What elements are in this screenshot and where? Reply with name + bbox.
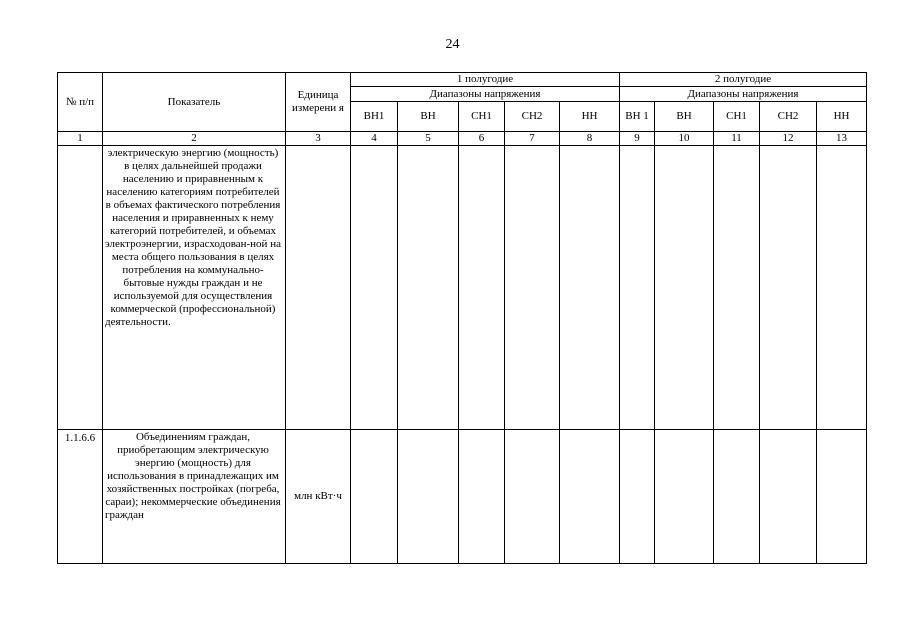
row-unit — [286, 146, 351, 430]
header-level: ВН — [655, 102, 714, 132]
value-cell — [505, 146, 560, 430]
column-number: 4 — [351, 132, 398, 146]
header-level: СН1 — [459, 102, 505, 132]
header-level: ВН 1 — [620, 102, 655, 132]
value-cell — [714, 430, 760, 564]
value-cell — [560, 430, 620, 564]
column-number: 3 — [286, 132, 351, 146]
table-row — [58, 430, 867, 564]
value-cell — [714, 146, 760, 430]
header-level: СН1 — [714, 102, 760, 132]
column-number: 8 — [560, 132, 620, 146]
value-cell — [620, 430, 655, 564]
value-cell — [620, 146, 655, 430]
row-indicator: Объединениям граждан, приобретающим электрическую энергию (мощность) для использования в принадлежащих им хозяйственных постройках (погреба, сараи); некоммерческие объединения граждан — [103, 430, 286, 564]
page-number: 24 — [445, 37, 460, 52]
column-number: 7 — [505, 132, 560, 146]
header-level: СН2 — [760, 102, 817, 132]
column-number: 5 — [398, 132, 459, 146]
column-number: 9 — [620, 132, 655, 146]
row-number — [58, 146, 103, 430]
column-number: 11 — [714, 132, 760, 146]
value-cell — [351, 430, 398, 564]
value-cell — [817, 146, 867, 430]
value-cell — [398, 430, 459, 564]
header-indicator: Показатель — [103, 73, 286, 132]
value-cell — [351, 146, 398, 430]
row-unit: млн кВт·ч — [286, 430, 351, 564]
header-half-2: 2 полугодие — [620, 73, 867, 87]
value-cell — [655, 146, 714, 430]
header-voltage-ranges-2: Диапазоны напряжения — [620, 87, 867, 102]
column-number: 1 — [58, 132, 103, 146]
header-level: СН2 — [505, 102, 560, 132]
value-cell — [760, 146, 817, 430]
value-cell — [655, 430, 714, 564]
data-table — [57, 72, 867, 564]
value-cell — [459, 430, 505, 564]
header-level: ВН — [398, 102, 459, 132]
table-row — [58, 146, 867, 430]
column-number: 12 — [760, 132, 817, 146]
header-level: НН — [560, 102, 620, 132]
column-number: 13 — [817, 132, 867, 146]
column-number: 2 — [103, 132, 286, 146]
header-number: № п/п — [58, 73, 103, 132]
value-cell — [505, 430, 560, 564]
header-half-1: 1 полугодие — [351, 73, 620, 87]
value-cell — [760, 430, 817, 564]
value-cell — [459, 146, 505, 430]
header-level: НН — [817, 102, 867, 132]
value-cell — [817, 430, 867, 564]
value-cell — [560, 146, 620, 430]
value-cell — [398, 146, 459, 430]
header-unit: Единица измерени я — [286, 73, 351, 132]
column-number: 10 — [655, 132, 714, 146]
header-level: ВН1 — [351, 102, 398, 132]
header-voltage-ranges-1: Диапазоны напряжения — [351, 87, 620, 102]
row-indicator: электрическую энергию (мощность) в целях дальнейшей продажи населению и приравненным к населению категориям потребителей в объемах фактического потребления населения и приравненных к нему категорий потребителей, и объемах электроэнергии, израсходован-ной на места общего пользования в целях потребления на коммунально-бытовые нужды граждан и не используемой для осуществления коммерческой (профессиональной) деятельности. — [103, 146, 286, 430]
row-number: 1.1.6.6 — [58, 430, 103, 564]
column-number: 6 — [459, 132, 505, 146]
